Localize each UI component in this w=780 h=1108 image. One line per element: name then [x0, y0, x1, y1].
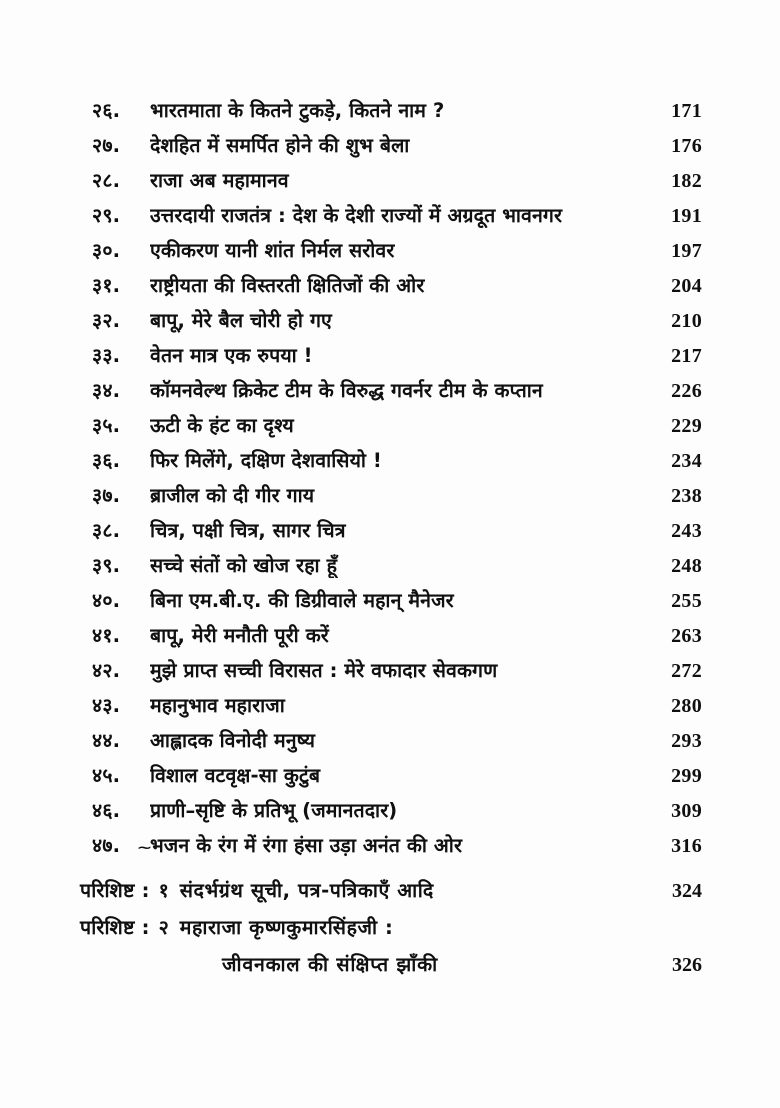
- toc-entry[interactable]: [92, 96, 702, 131]
- toc-entry[interactable]: [92, 796, 702, 831]
- toc-entry-number: ४२.: [92, 659, 121, 682]
- toc-entry-page-number: 255: [671, 590, 702, 612]
- appendix-label: परिशिष्ट :: [80, 879, 150, 902]
- toc-entry-page-number: 176: [671, 135, 702, 157]
- appendix-label: परिशिष्ट :: [80, 916, 150, 939]
- toc-entry-title: सच्चे संतों को खोज रहा हूँ: [150, 554, 338, 577]
- toc-entry[interactable]: [92, 131, 702, 166]
- toc-entry-title: राजा अब महामानव: [150, 169, 289, 192]
- appendix-index: १: [158, 879, 169, 902]
- toc-entry-title: उत्तरदायी राजतंत्र : देश के देशी राज्यों में अग्रदूत भावनगर: [150, 204, 563, 227]
- appendix-list: [0, 876, 780, 987]
- toc-entry-title: बिना एम.बी.ए. की डिग्रीवाले महान् मैनेजर: [150, 589, 454, 612]
- toc-entry[interactable]: [92, 586, 702, 621]
- toc-entry-number: ४७.: [92, 834, 121, 857]
- toc-entry-title: मुझे प्राप्त सच्ची विरासत : मेरे वफादार सेवकगण: [150, 659, 498, 682]
- toc-entry[interactable]: [92, 656, 702, 691]
- toc-entry-page-number: 217: [671, 345, 702, 367]
- toc-entry-number: ४१.: [92, 624, 121, 647]
- toc-entry[interactable]: [92, 446, 702, 481]
- toc-entry-page-number: 229: [671, 415, 702, 437]
- toc-entry-page-number: 204: [671, 275, 702, 297]
- toc-entry[interactable]: [92, 201, 702, 236]
- toc-entry-number: ४५.: [92, 764, 121, 787]
- toc-entry-title: बापू, मेरे बैल चोरी हो गए: [150, 309, 332, 332]
- toc-entry-title: राष्ट्रीयता की विस्तरती क्षितिजों की ओर: [150, 274, 425, 297]
- toc-entry-title: देशहित में समर्पित होने की शुभ बेला: [150, 134, 410, 157]
- toc-entry[interactable]: [92, 271, 702, 306]
- appendix-entry[interactable]: [80, 876, 702, 913]
- toc-entry-number: ३८.: [92, 519, 121, 542]
- toc-entry[interactable]: [92, 411, 702, 446]
- toc-entry-number: ३१.: [92, 274, 121, 297]
- toc-entry-number: ४४.: [92, 729, 121, 752]
- toc-entry-title: वेतन मात्र एक रुपया !: [150, 344, 313, 367]
- toc-entry[interactable]: [92, 726, 702, 761]
- toc-entry-number: ३९.: [92, 554, 121, 577]
- toc-entry-number: ४३.: [92, 694, 121, 717]
- toc-entry[interactable]: [92, 516, 702, 551]
- toc-entry-page-number: 191: [671, 205, 702, 227]
- toc-entry-title: ब्राजील को दी गीर गाय: [150, 484, 315, 507]
- toc-entry-page-number: 272: [671, 660, 702, 682]
- toc-entry-page-number: 238: [671, 485, 702, 507]
- toc-entry-number: ३५.: [92, 414, 121, 437]
- toc-entry-number: २६.: [92, 99, 121, 122]
- toc-entry[interactable]: [92, 831, 702, 866]
- toc-entry-number: ३२.: [92, 309, 121, 332]
- toc-entry-page-number: 299: [671, 765, 702, 787]
- toc-entry-page-number: 316: [671, 835, 702, 857]
- toc-entry-number: ३०.: [92, 239, 121, 262]
- appendix-continuation-row[interactable]: [80, 950, 702, 987]
- toc-entry-title: आह्लादक विनोदी मनुष्य: [150, 729, 316, 752]
- toc-entry-number: ४६.: [92, 799, 121, 822]
- toc-entry-title: भारतमाता के कितने टुकड़े, कितने नाम ?: [150, 99, 445, 122]
- toc-entry-title: चित्र, पक्षी चित्र, सागर चित्र: [150, 519, 346, 542]
- toc-entry-page-number: 197: [671, 240, 702, 262]
- toc-entry-page-number: 293: [671, 730, 702, 752]
- toc-entry[interactable]: [92, 341, 702, 376]
- toc-entry-page-number: 182: [671, 170, 702, 192]
- toc-entry-number: २७.: [92, 134, 121, 157]
- toc-entry-page-number: 309: [671, 800, 702, 822]
- toc-entry-page-number: 243: [671, 520, 702, 542]
- appendix-index: २: [158, 916, 169, 939]
- toc-entry-title: महानुभाव महाराजा: [150, 694, 285, 717]
- appendix-title: संदर्भग्रंथ सूची, पत्र-पत्रिकाएँ आदि: [179, 879, 434, 902]
- toc-entry[interactable]: [92, 621, 702, 656]
- appendix-title: महाराजा कृष्णकुमारसिंहजी :: [179, 916, 394, 939]
- table-of-contents-list: [0, 96, 780, 866]
- appendix-page-number: 324: [672, 880, 702, 902]
- toc-entry-number: ३७.: [92, 484, 121, 507]
- toc-entry-title: कॉमनवेल्थ क्रिकेट टीम के विरुद्ध गवर्नर टीम के कप्तान: [150, 379, 543, 402]
- appendix-entry[interactable]: [80, 913, 702, 950]
- toc-entry-title: ऊटी के हंट का दृश्य: [150, 414, 294, 437]
- toc-entry-number: ३३.: [92, 344, 121, 367]
- toc-entry-title: विशाल वटवृक्ष-सा कुटुंब: [150, 764, 321, 787]
- toc-entry-title: एकीकरण यानी शांत निर्मल सरोवर: [150, 239, 395, 262]
- toc-entry[interactable]: [92, 376, 702, 411]
- toc-entry-page-number: 280: [671, 695, 702, 717]
- toc-entry[interactable]: [92, 166, 702, 201]
- toc-entry-mark: ⁓: [138, 841, 151, 856]
- toc-entry[interactable]: [92, 236, 702, 271]
- toc-entry[interactable]: [92, 691, 702, 726]
- toc-entry-page-number: 248: [671, 555, 702, 577]
- toc-entry-title: प्राणी–सृष्टि के प्रतिभू (जमानतदार): [150, 799, 398, 822]
- toc-entry-page-number: 234: [671, 450, 702, 472]
- toc-entry-page-number: 210: [671, 310, 702, 332]
- toc-entry[interactable]: [92, 306, 702, 341]
- toc-entry-page-number: 226: [671, 380, 702, 402]
- toc-entry-title: बापू, मेरी मनौती पूरी करें: [150, 624, 329, 647]
- toc-entry-number: २९.: [92, 204, 121, 227]
- toc-entry[interactable]: [92, 481, 702, 516]
- toc-entry-number: ४०.: [92, 589, 121, 612]
- appendix-continuation-text: जीवनकाल की संक्षिप्त झाँकी: [222, 953, 438, 976]
- toc-entry-title: फिर मिलेंगे, दक्षिण देशवासियो !: [150, 449, 382, 472]
- toc-entry-number: ३६.: [92, 449, 121, 472]
- toc-entry[interactable]: [92, 761, 702, 796]
- toc-entry-number: २८.: [92, 169, 121, 192]
- toc-entry-page-number: 171: [671, 100, 702, 122]
- toc-entry[interactable]: [92, 551, 702, 586]
- toc-entry-number: ३४.: [92, 379, 121, 402]
- toc-entry-page-number: 263: [671, 625, 702, 647]
- toc-entry-title: भजन के रंग में रंगा हंसा उड़ा अनंत की ओर: [150, 834, 463, 857]
- appendix-continuation-page-number: 326: [672, 954, 702, 976]
